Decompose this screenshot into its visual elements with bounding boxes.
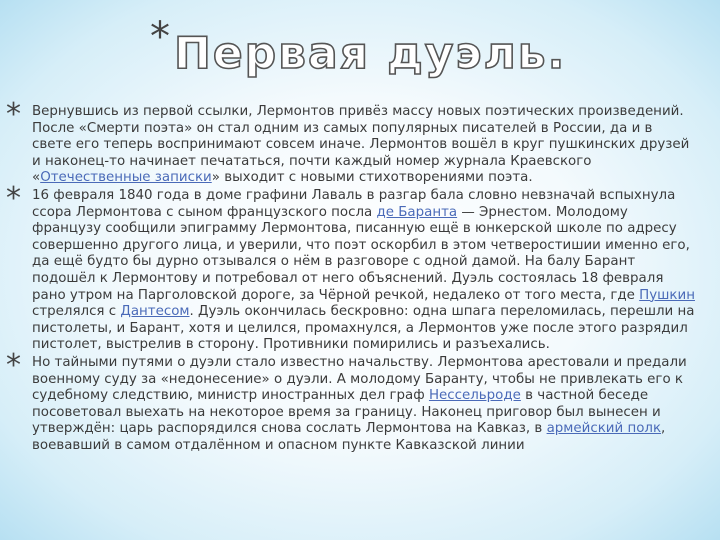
paragraph-text (32, 104, 696, 187)
title-bullet-icon: * (150, 14, 170, 60)
inline-link[interactable]: Нессельроде (428, 388, 521, 404)
text-run: . Дуэль окончилась бескровно: одна шпага переломилась, перешли на пистолеты, и Барант, хотя и целился, промахнулся, а Лермонтов уже после этого разрядил пистолет, выстрелив в сторону. Противники помирились и разъехались. (32, 304, 695, 353)
inline-link[interactable]: Пушкин (639, 287, 695, 303)
title-block (150, 14, 567, 80)
text-run: 16 февраля 1840 года в доме графини Лаваль в разгар бала словно невзначай вспыхнула ссора Лермонтова с сыном французского посла (32, 187, 676, 220)
text-run: в частной беседе посоветовал выехать на некоторое время за границу. Наконец приговор был вынесен и утверждён: царь распорядился снова сослать Лермонтова на Кавказ, в (32, 388, 661, 437)
inline-link[interactable]: де Баранта (376, 204, 458, 220)
slide-title: Первая дуэль. (174, 28, 567, 79)
inline-link[interactable]: Отечественные записки (40, 170, 212, 186)
text-run: стрелялся с (32, 304, 121, 320)
inline-link[interactable]: Дантесом (120, 304, 190, 320)
paragraph-2 (0, 180, 720, 354)
bullet-icon: * (6, 347, 21, 383)
paragraph-3 (0, 347, 720, 455)
bullet-icon: * (6, 97, 21, 132)
bullet-icon: * (6, 180, 21, 216)
text-run: — Эрнестом. Молодому французу сообщили эпиграмму Лермонтова, писанную ещё в юнкерской школе по адресу совершенно другого лица, и уверили, что поэт оскорбил в этом четверостишии именно его, да ещё будто бы дурно отзывался о нём в разговоре с одной дамой. На балу Барант подошёл к Лермонтову и потребовал от него объяснений. Дуэль состоялась 18 февраля рано утром на Парголовской дороге, за Чёрной речкой, недалеко от того места, где (32, 204, 690, 303)
paragraph-1 (0, 97, 720, 187)
text-run: Вернувшись из первой ссылки, Лермонтов привёз массу новых поэтических произведений. После «Смерти поэта» он стал одним из самых популярных писателей в России, да и в свете его теперь воспринимают совсем иначе. Лермонтов вошёл в круг пушкинских друзей и наконец-то начинает печататься, почти каждый номер журнала Краевского « (32, 104, 690, 186)
paragraph-text (32, 355, 696, 455)
text-run: Но тайными путями о дуэли стало известно начальству. Лермонтова арестовали и предали военному суду за «недонесение» о дуэли. А молодому Баранту, чтобы не привлекать его к судебному следствию, министр иностранных дел граф (32, 354, 687, 404)
inline-link[interactable]: армейский полк (546, 421, 662, 437)
slide-body (0, 97, 720, 454)
text-run: , воевавший в самом отдалённом и опасном пункте Кавказской линии (32, 421, 666, 453)
text-run: » выходит с новыми стихотворениями поэта. (211, 170, 533, 186)
paragraph-text (32, 188, 696, 354)
